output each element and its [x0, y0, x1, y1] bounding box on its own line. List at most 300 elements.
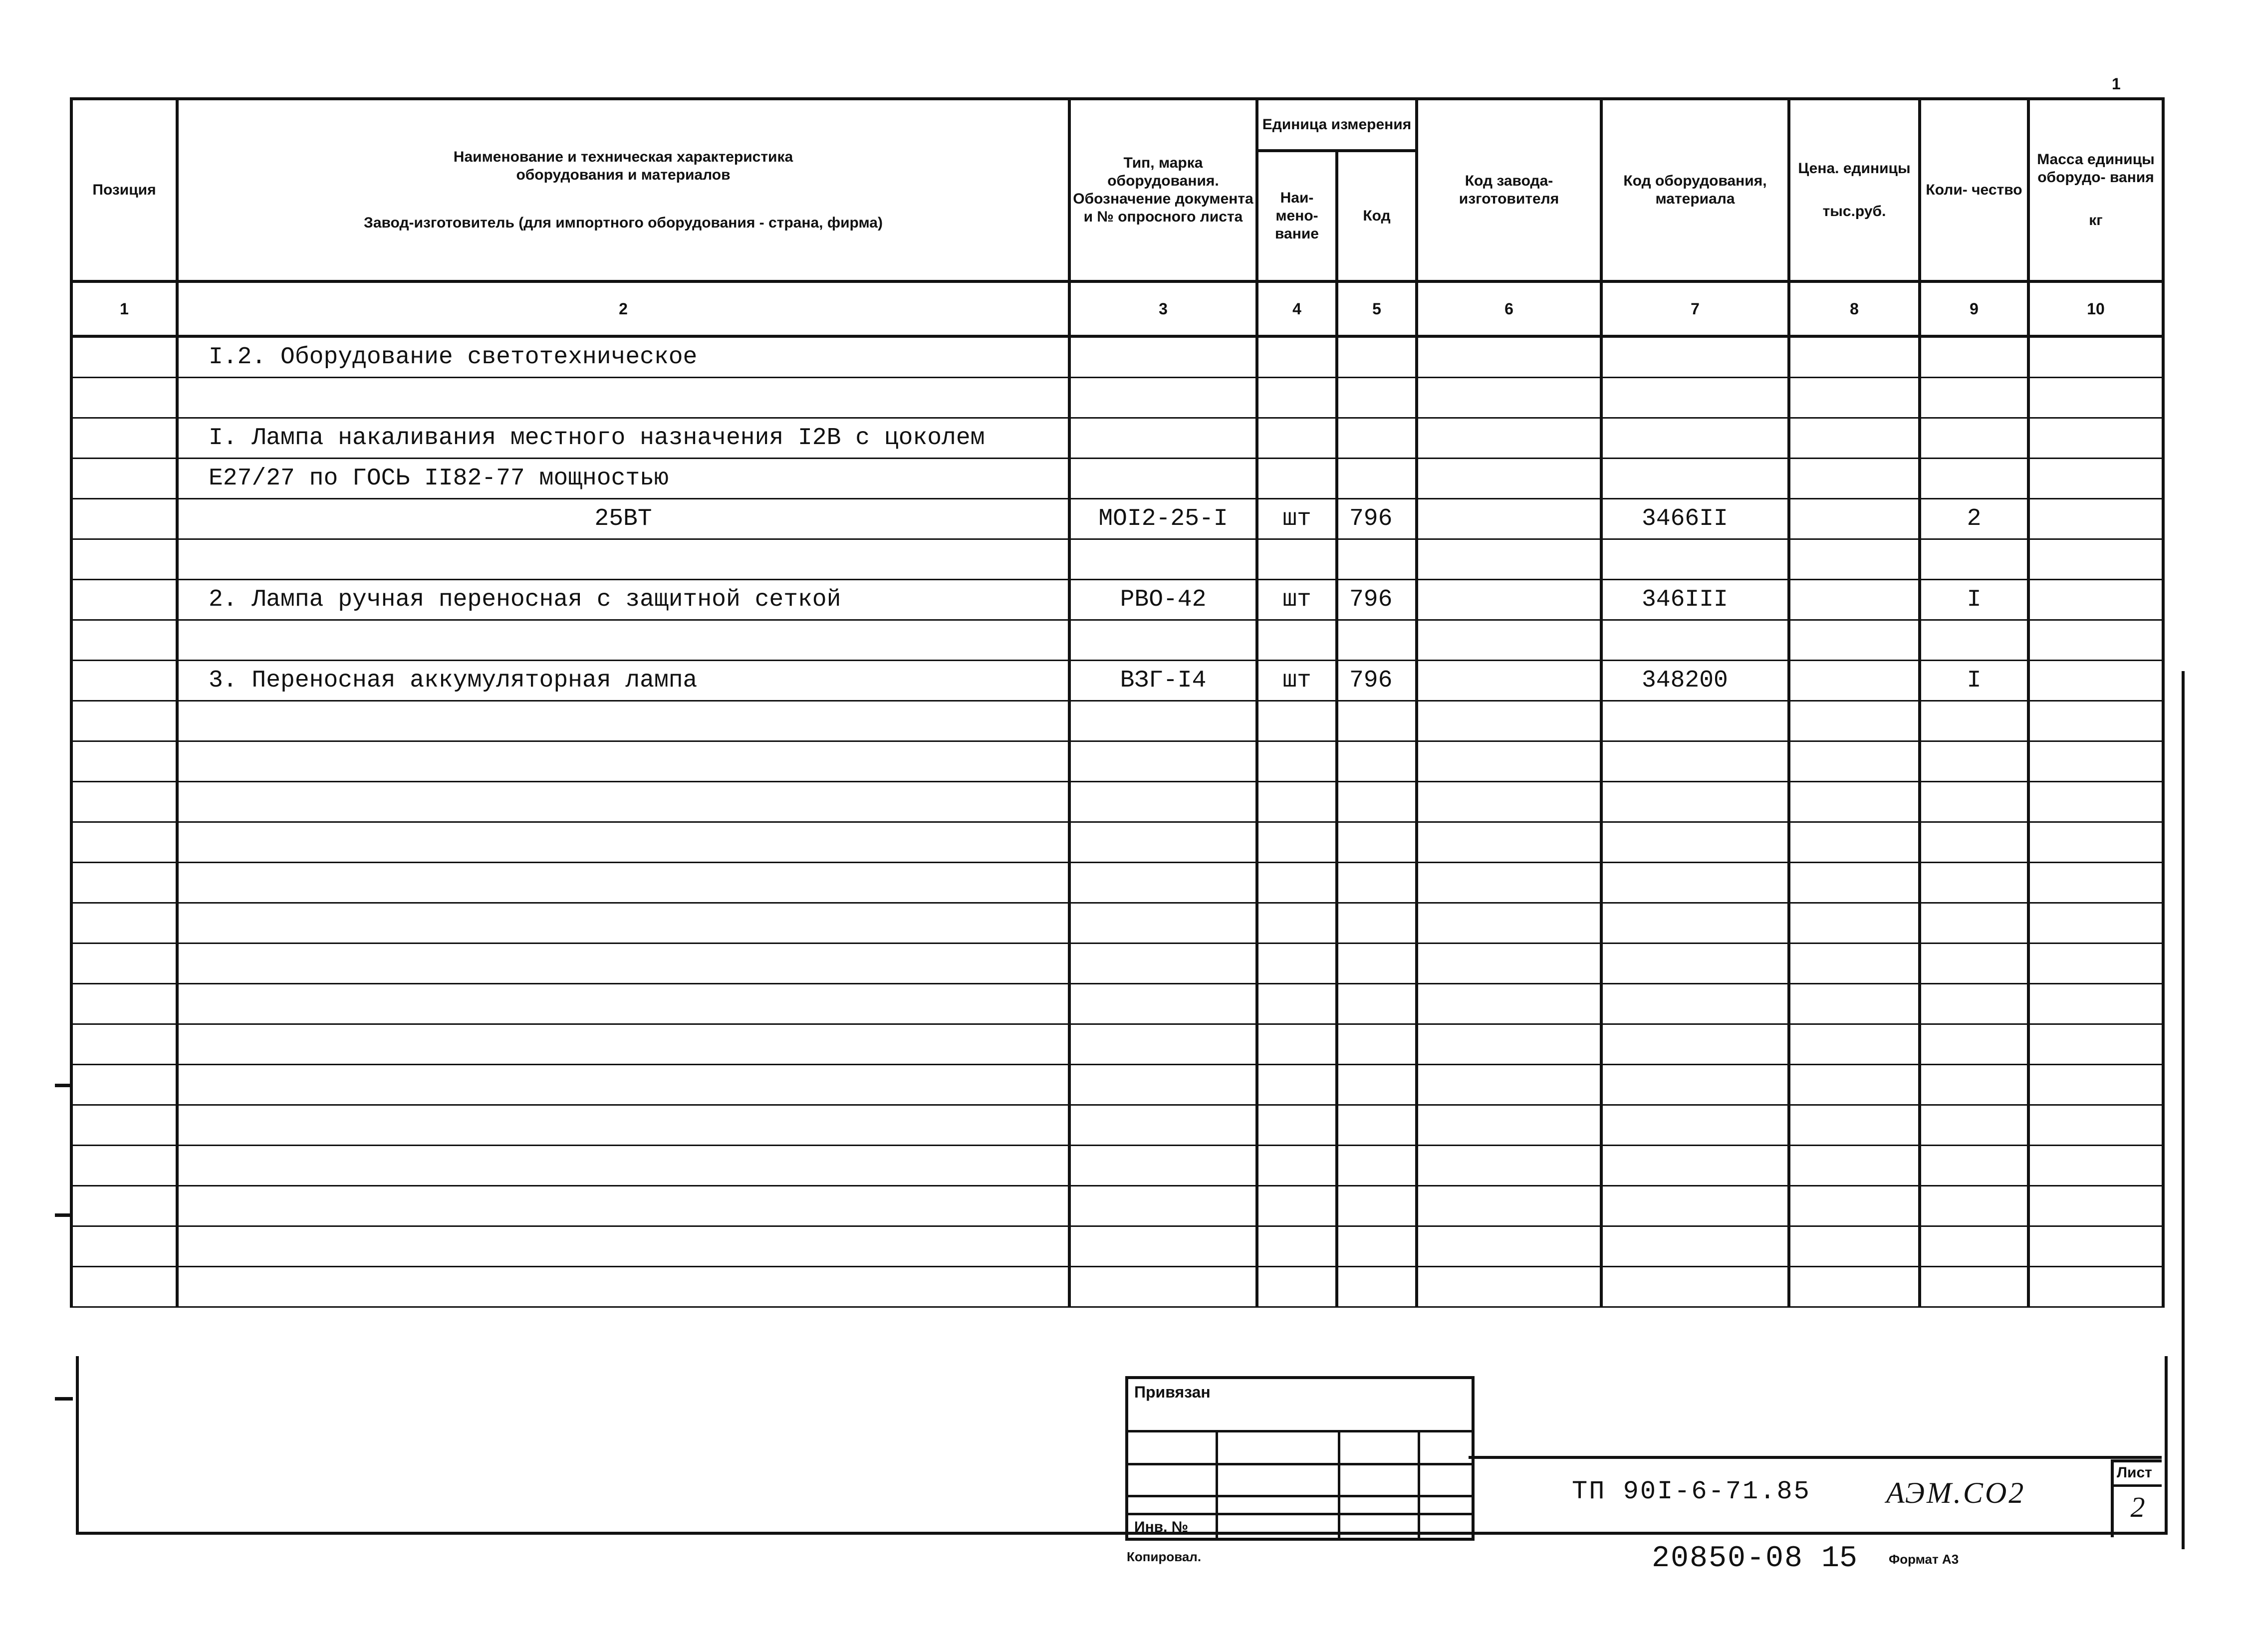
- header-equip-code: Код оборудования, материала: [1601, 99, 1789, 281]
- sheet-box: [2111, 1459, 2162, 1537]
- price-cell: [1789, 944, 1920, 984]
- type-cell: [1069, 336, 1257, 378]
- table-row: [71, 1226, 2163, 1267]
- equipment-code-cell: [1601, 378, 1789, 418]
- equipment-code-cell: [1601, 863, 1789, 903]
- table-row: [71, 661, 2163, 701]
- table-row: [71, 378, 2163, 418]
- description-cell: Е27/27 по ГОСЬ II82-77 мощностью: [177, 459, 1069, 499]
- mass-cell: [2028, 1186, 2163, 1226]
- type-cell: [1069, 903, 1257, 944]
- position-cell: [71, 782, 177, 822]
- unit-cell: [1257, 782, 1337, 822]
- table-header: [71, 99, 2163, 336]
- maker-code-cell: [1417, 1065, 1601, 1105]
- mass-cell: [2028, 701, 2163, 741]
- position-cell: [71, 1267, 177, 1307]
- position-cell: [71, 459, 177, 499]
- description-cell: [177, 1226, 1069, 1267]
- maker-code-cell: [1417, 539, 1601, 580]
- table-row: [71, 822, 2163, 863]
- specification-table: [70, 97, 2165, 1308]
- mass-cell: [2028, 822, 2163, 863]
- unit-code-cell: [1337, 701, 1417, 741]
- type-cell: [1069, 782, 1257, 822]
- header-unit-name: Наи- мено- вание: [1257, 151, 1337, 281]
- maker-code-cell: [1417, 782, 1601, 822]
- equipment-code-cell: [1601, 1226, 1789, 1267]
- header-mass-unit: кг: [2089, 212, 2103, 229]
- unit-code-cell: 796: [1337, 661, 1417, 701]
- maker-code-cell: [1417, 580, 1601, 620]
- unit-code-cell: 796: [1337, 580, 1417, 620]
- unit-code-cell: [1337, 336, 1417, 378]
- equipment-code-cell: [1601, 1065, 1789, 1105]
- unit-cell: [1257, 863, 1337, 903]
- quantity-cell: [1920, 1267, 2028, 1307]
- price-cell: [1789, 418, 1920, 459]
- description-cell: [177, 620, 1069, 661]
- header-price-label: Цена. единицы: [1798, 160, 1911, 177]
- description-cell: 3. Переносная аккумуляторная лампа: [177, 661, 1069, 701]
- maker-code-cell: [1417, 1146, 1601, 1186]
- unit-code-cell: [1337, 1065, 1417, 1105]
- maker-code-cell: [1417, 741, 1601, 782]
- description-cell: [177, 1024, 1069, 1065]
- column-number: 2: [177, 281, 1069, 336]
- quantity-cell: [1920, 863, 2028, 903]
- type-cell: [1069, 1186, 1257, 1226]
- price-cell: [1789, 984, 1920, 1024]
- description-cell: 25ВТ: [177, 499, 1069, 539]
- header-mass-label: Масса единицы оборудо- вания: [2037, 151, 2155, 186]
- position-cell: [71, 620, 177, 661]
- quantity-cell: [1920, 1226, 2028, 1267]
- maker-code-cell: [1417, 336, 1601, 378]
- sheet-count: 15: [1821, 1542, 1858, 1576]
- price-cell: [1789, 539, 1920, 580]
- type-cell: [1069, 984, 1257, 1024]
- price-cell: [1789, 1065, 1920, 1105]
- position-cell: [71, 944, 177, 984]
- quantity-cell: [1920, 1065, 2028, 1105]
- stamp-inv-label: Инв. №: [1134, 1519, 1189, 1535]
- sheet-number: 2: [2130, 1491, 2145, 1523]
- price-cell: [1789, 459, 1920, 499]
- unit-code-cell: [1337, 1226, 1417, 1267]
- title-stamp: [1125, 1376, 1475, 1541]
- unit-cell: [1257, 336, 1337, 378]
- description-cell: [177, 782, 1069, 822]
- maker-code-cell: [1417, 863, 1601, 903]
- position-cell: [71, 378, 177, 418]
- mass-cell: [2028, 782, 2163, 822]
- unit-cell: [1257, 620, 1337, 661]
- header-price-unit: тыс.руб.: [1822, 203, 1886, 220]
- header-unit-group: Единица измерения: [1257, 99, 1417, 151]
- edge-tick: [55, 1084, 73, 1087]
- equipment-code-cell: [1601, 1267, 1789, 1307]
- description-cell: [177, 944, 1069, 984]
- quantity-cell: [1920, 1105, 2028, 1146]
- equipment-code-cell: 348200: [1601, 661, 1789, 701]
- mass-cell: [2028, 336, 2163, 378]
- table-row: [71, 1024, 2163, 1065]
- description-cell: [177, 1065, 1069, 1105]
- column-number: 10: [2028, 281, 2163, 336]
- position-cell: [71, 336, 177, 378]
- maker-code-cell: [1417, 1024, 1601, 1065]
- stamp-divider: [1418, 1430, 1420, 1538]
- description-cell: [177, 539, 1069, 580]
- unit-cell: шт: [1257, 661, 1337, 701]
- equipment-code-cell: [1601, 336, 1789, 378]
- table-row: [71, 620, 2163, 661]
- unit-cell: [1257, 822, 1337, 863]
- maker-code-cell: [1417, 1226, 1601, 1267]
- unit-code-cell: [1337, 539, 1417, 580]
- maker-code-cell: [1417, 903, 1601, 944]
- table-row: [71, 1186, 2163, 1226]
- equipment-code-cell: [1601, 944, 1789, 984]
- header-qty: Коли- чество: [1920, 99, 2028, 281]
- maker-code-cell: [1417, 984, 1601, 1024]
- unit-code-cell: [1337, 741, 1417, 782]
- table-row: [71, 701, 2163, 741]
- quantity-cell: [1920, 1024, 2028, 1065]
- document-code: ТП 90I-6-71.85: [1572, 1477, 1811, 1506]
- position-cell: [71, 903, 177, 944]
- type-cell: [1069, 620, 1257, 661]
- unit-cell: [1257, 1267, 1337, 1307]
- table-row: [71, 459, 2163, 499]
- table-row: [71, 499, 2163, 539]
- unit-cell: [1257, 741, 1337, 782]
- table-row: [71, 984, 2163, 1024]
- column-number: 6: [1417, 281, 1601, 336]
- quantity-cell: [1920, 459, 2028, 499]
- description-cell: [177, 1267, 1069, 1307]
- type-cell: РВО-42: [1069, 580, 1257, 620]
- unit-code-cell: [1337, 822, 1417, 863]
- header-mass: [2028, 99, 2163, 281]
- column-number-row: [71, 281, 2163, 336]
- stamp-divider: [1338, 1430, 1340, 1538]
- header-name-line3: Завод-изготовитель (для импортного оборудования - страна, фирма): [364, 215, 883, 231]
- price-cell: [1789, 499, 1920, 539]
- unit-code-cell: [1337, 1105, 1417, 1146]
- price-cell: [1789, 620, 1920, 661]
- position-cell: [71, 741, 177, 782]
- position-cell: [71, 418, 177, 459]
- mass-cell: [2028, 418, 2163, 459]
- position-cell: [71, 499, 177, 539]
- table-row: [71, 741, 2163, 782]
- price-cell: [1789, 1024, 1920, 1065]
- position-cell: [71, 863, 177, 903]
- unit-cell: [1257, 459, 1337, 499]
- equipment-code-cell: 3466II: [1601, 499, 1789, 539]
- table-row: [71, 1105, 2163, 1146]
- unit-cell: [1257, 701, 1337, 741]
- header-type: Тип, марка оборудования. Обозначение документа и № опросного листа: [1069, 99, 1257, 281]
- unit-cell: шт: [1257, 499, 1337, 539]
- description-cell: [177, 822, 1069, 863]
- type-cell: [1069, 418, 1257, 459]
- sheet-label: Лист: [2117, 1464, 2152, 1481]
- mass-cell: [2028, 378, 2163, 418]
- equipment-code-cell: [1601, 984, 1789, 1024]
- unit-code-cell: [1337, 984, 1417, 1024]
- price-cell: [1789, 336, 1920, 378]
- mass-cell: [2028, 863, 2163, 903]
- type-cell: [1069, 1226, 1257, 1267]
- unit-code-cell: [1337, 782, 1417, 822]
- mass-cell: [2028, 580, 2163, 620]
- unit-cell: [1257, 984, 1337, 1024]
- mass-cell: [2028, 984, 2163, 1024]
- mass-cell: [2028, 1226, 2163, 1267]
- maker-code-cell: [1417, 1186, 1601, 1226]
- header-position: Позиция: [71, 99, 177, 281]
- archive-number: 20850-08: [1652, 1542, 1804, 1576]
- type-cell: ВЗГ-I4: [1069, 661, 1257, 701]
- quantity-cell: [1920, 822, 2028, 863]
- maker-code-cell: [1417, 378, 1601, 418]
- equipment-code-cell: [1601, 701, 1789, 741]
- price-cell: [1789, 1226, 1920, 1267]
- quantity-cell: [1920, 620, 2028, 661]
- unit-cell: [1257, 418, 1337, 459]
- header-name-line2: оборудования и материалов: [516, 167, 731, 183]
- unit-code-cell: [1337, 903, 1417, 944]
- quantity-cell: [1920, 944, 2028, 984]
- quantity-cell: I: [1920, 580, 2028, 620]
- table-row: [71, 418, 2163, 459]
- equipment-code-cell: [1601, 459, 1789, 499]
- maker-code-cell: [1417, 1105, 1601, 1146]
- quantity-cell: [1920, 741, 2028, 782]
- description-cell: I. Лампа накаливания местного назначения I2В с цоколем: [177, 418, 1069, 459]
- unit-cell: [1257, 1186, 1337, 1226]
- column-number: 4: [1257, 281, 1337, 336]
- document-code-suffix: АЭМ.СО2: [1886, 1476, 2026, 1509]
- price-cell: [1789, 863, 1920, 903]
- price-cell: [1789, 701, 1920, 741]
- unit-code-cell: [1337, 459, 1417, 499]
- mass-cell: [2028, 1065, 2163, 1105]
- position-cell: [71, 1226, 177, 1267]
- edge-line: [2182, 671, 2185, 1549]
- type-cell: [1069, 459, 1257, 499]
- equipment-code-cell: [1601, 539, 1789, 580]
- sheet-divider: [2114, 1484, 2162, 1487]
- type-cell: [1069, 701, 1257, 741]
- type-cell: [1069, 863, 1257, 903]
- mass-cell: [2028, 1267, 2163, 1307]
- maker-code-cell: [1417, 620, 1601, 661]
- unit-cell: [1257, 944, 1337, 984]
- mass-cell: [2028, 1105, 2163, 1146]
- table-row: [71, 336, 2163, 378]
- unit-code-cell: [1337, 1024, 1417, 1065]
- unit-code-cell: [1337, 863, 1417, 903]
- column-number: 3: [1069, 281, 1257, 336]
- price-cell: [1789, 1186, 1920, 1226]
- equipment-code-cell: [1601, 1186, 1789, 1226]
- column-number: 1: [71, 281, 177, 336]
- description-cell: [177, 741, 1069, 782]
- price-cell: [1789, 580, 1920, 620]
- unit-code-cell: [1337, 620, 1417, 661]
- unit-code-cell: [1337, 378, 1417, 418]
- mass-cell: [2028, 741, 2163, 782]
- equipment-code-cell: [1601, 620, 1789, 661]
- maker-code-cell: [1417, 822, 1601, 863]
- description-cell: [177, 1146, 1069, 1186]
- maker-code-cell: [1417, 1267, 1601, 1307]
- column-number: 9: [1920, 281, 2028, 336]
- column-number: 8: [1789, 281, 1920, 336]
- header-name-line1: Наименование и техническая характеристика: [453, 149, 793, 165]
- maker-code-cell: [1417, 661, 1601, 701]
- quantity-cell: [1920, 1146, 2028, 1186]
- unit-cell: [1257, 1105, 1337, 1146]
- copied-by-label: Копировал.: [1127, 1549, 1202, 1564]
- equipment-code-cell: [1601, 822, 1789, 863]
- stamp-attached-label: Привязан: [1134, 1383, 1211, 1401]
- description-cell: 2. Лампа ручная переносная с защитной сеткой: [177, 580, 1069, 620]
- mass-cell: [2028, 944, 2163, 984]
- table-row: [71, 782, 2163, 822]
- price-cell: [1789, 1105, 1920, 1146]
- table-row: [71, 580, 2163, 620]
- price-cell: [1789, 822, 1920, 863]
- unit-cell: [1257, 539, 1337, 580]
- description-cell: [177, 863, 1069, 903]
- maker-code-cell: [1417, 701, 1601, 741]
- type-cell: [1069, 1065, 1257, 1105]
- table-row: [71, 863, 2163, 903]
- edge-tick: [55, 1213, 73, 1217]
- mass-cell: [2028, 459, 2163, 499]
- unit-code-cell: [1337, 1267, 1417, 1307]
- mass-cell: [2028, 903, 2163, 944]
- unit-cell: [1257, 903, 1337, 944]
- unit-code-cell: [1337, 418, 1417, 459]
- price-cell: [1789, 661, 1920, 701]
- column-number: 7: [1601, 281, 1789, 336]
- unit-code-cell: 796: [1337, 499, 1417, 539]
- equipment-code-cell: [1601, 1105, 1789, 1146]
- maker-code-cell: [1417, 499, 1601, 539]
- table-row: [71, 944, 2163, 984]
- description-cell: [177, 1105, 1069, 1146]
- quantity-cell: [1920, 782, 2028, 822]
- header-price: [1789, 99, 1920, 281]
- table-row: [71, 903, 2163, 944]
- paper-format: Формат А3: [1889, 1552, 1959, 1567]
- equipment-code-cell: [1601, 782, 1789, 822]
- quantity-cell: [1920, 701, 2028, 741]
- description-cell: [177, 701, 1069, 741]
- equipment-code-cell: [1601, 1146, 1789, 1186]
- position-cell: [71, 580, 177, 620]
- page-mark: 1: [2112, 75, 2121, 93]
- type-cell: [1069, 822, 1257, 863]
- price-cell: [1789, 378, 1920, 418]
- type-cell: [1069, 1024, 1257, 1065]
- edge-tick: [55, 1397, 73, 1401]
- position-cell: [71, 661, 177, 701]
- unit-code-cell: [1337, 944, 1417, 984]
- mass-cell: [2028, 499, 2163, 539]
- quantity-cell: 2: [1920, 499, 2028, 539]
- column-number: 5: [1337, 281, 1417, 336]
- equipment-code-cell: [1601, 741, 1789, 782]
- header-maker-code: Код завода- изготовителя: [1417, 99, 1601, 281]
- description-cell: [177, 378, 1069, 418]
- mass-cell: [2028, 661, 2163, 701]
- position-cell: [71, 1186, 177, 1226]
- maker-code-cell: [1417, 459, 1601, 499]
- quantity-cell: I: [1920, 661, 2028, 701]
- unit-cell: [1257, 378, 1337, 418]
- description-cell: [177, 903, 1069, 944]
- type-cell: [1069, 741, 1257, 782]
- unit-cell: шт: [1257, 580, 1337, 620]
- price-cell: [1789, 741, 1920, 782]
- quantity-cell: [1920, 903, 2028, 944]
- price-cell: [1789, 782, 1920, 822]
- maker-code-cell: [1417, 418, 1601, 459]
- unit-code-cell: [1337, 1146, 1417, 1186]
- position-cell: [71, 1105, 177, 1146]
- mass-cell: [2028, 620, 2163, 661]
- description-cell: [177, 1186, 1069, 1226]
- stamp-divider: [1216, 1430, 1218, 1538]
- table-row: [71, 539, 2163, 580]
- equipment-code-cell: [1601, 1024, 1789, 1065]
- quantity-cell: [1920, 1186, 2028, 1226]
- type-cell: [1069, 378, 1257, 418]
- header-unit-code: Код: [1337, 151, 1417, 281]
- type-cell: [1069, 944, 1257, 984]
- position-cell: [71, 984, 177, 1024]
- maker-code-cell: [1417, 944, 1601, 984]
- table-row: [71, 1146, 2163, 1186]
- unit-cell: [1257, 1024, 1337, 1065]
- position-cell: [71, 1024, 177, 1065]
- equipment-code-cell: [1601, 418, 1789, 459]
- price-cell: [1789, 1146, 1920, 1186]
- header-name: [177, 99, 1069, 281]
- type-cell: МОI2-25-I: [1069, 499, 1257, 539]
- unit-cell: [1257, 1065, 1337, 1105]
- table-row: [71, 1065, 2163, 1105]
- price-cell: [1789, 903, 1920, 944]
- position-cell: [71, 539, 177, 580]
- mass-cell: [2028, 1024, 2163, 1065]
- description-cell: I.2. Оборудование светотехническое: [177, 336, 1069, 378]
- position-cell: [71, 1065, 177, 1105]
- price-cell: [1789, 1267, 1920, 1307]
- type-cell: [1069, 1105, 1257, 1146]
- type-cell: [1069, 1146, 1257, 1186]
- table-body: [71, 336, 2163, 1307]
- equipment-code-cell: 346III: [1601, 580, 1789, 620]
- unit-code-cell: [1337, 1186, 1417, 1226]
